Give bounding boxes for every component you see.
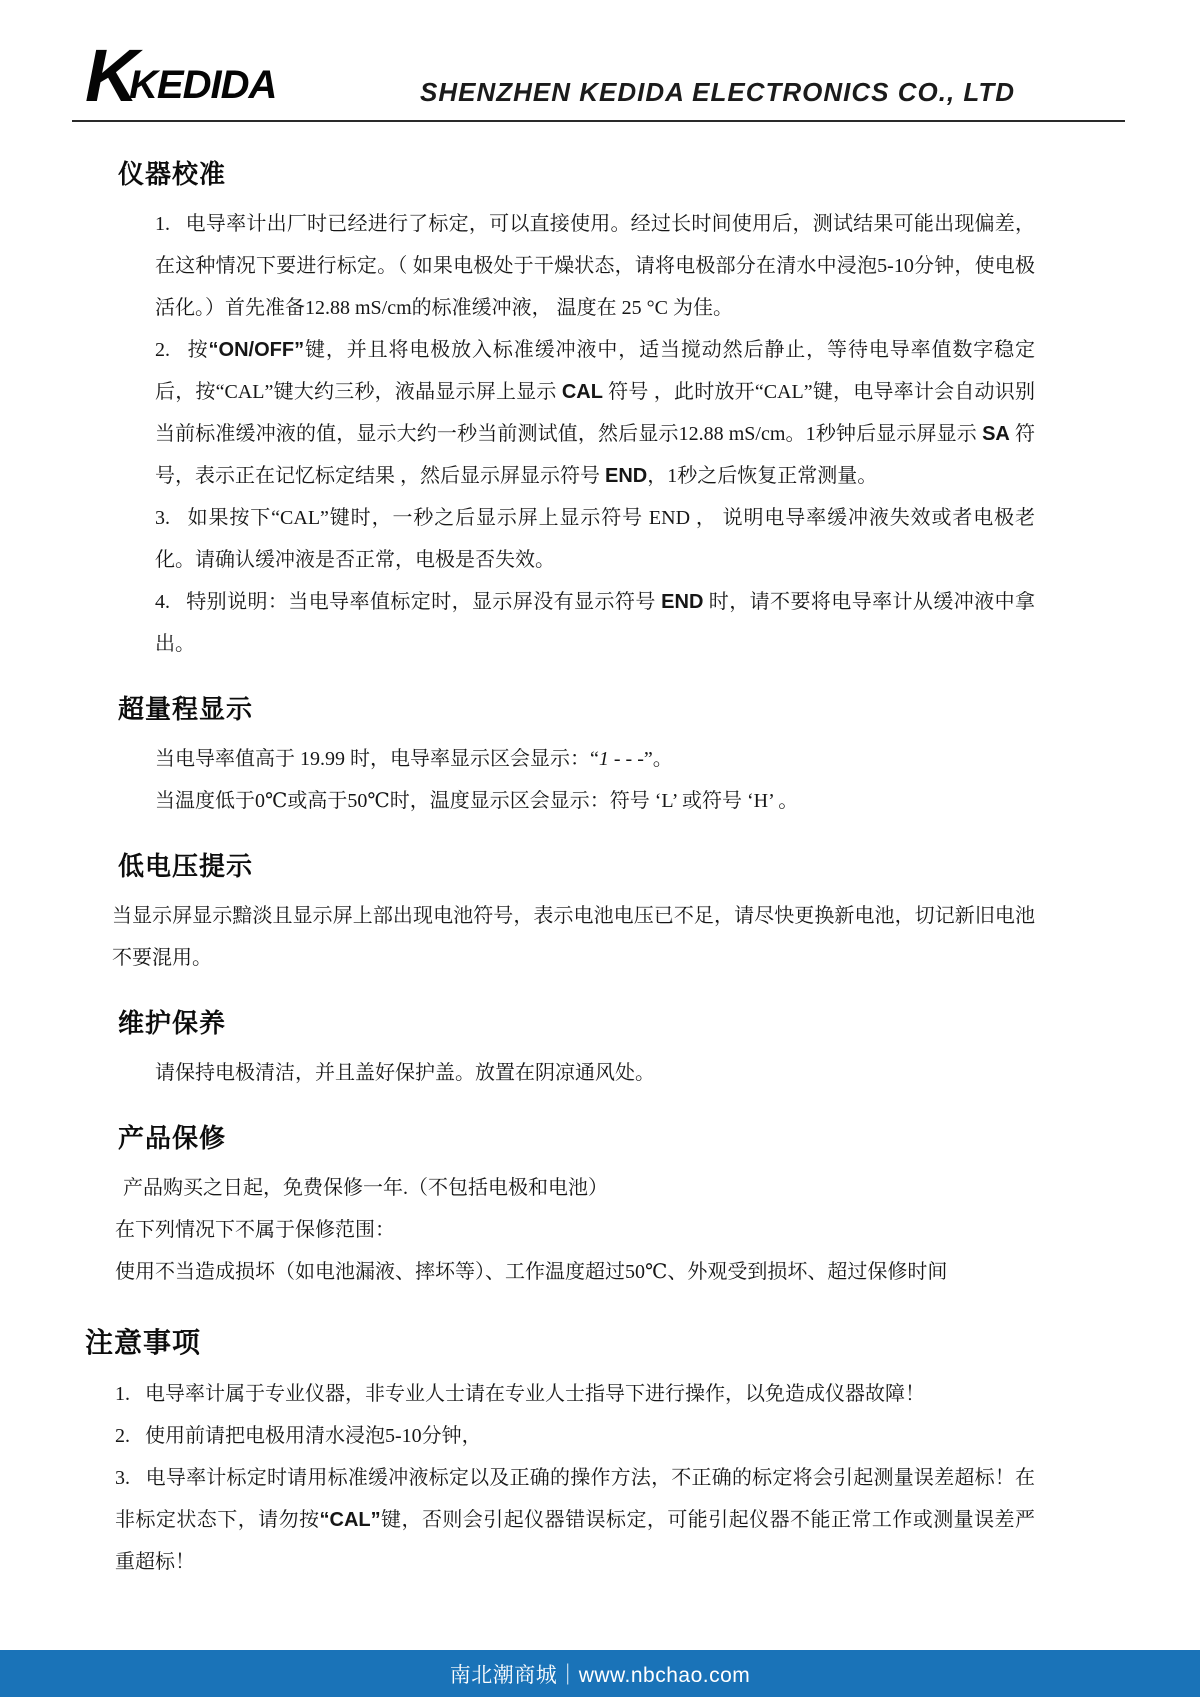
calibration-item-4: 4. 特别说明：当电导率值标定时，显示屏没有显示符号 END 时，请不要将电导率计从缓冲液中拿出。 <box>155 591 1036 655</box>
notes-item-1: 1. 电导率计属于专业仪器，非专业人士请在专业人士指导下进行操作，以免造成仪器故障！ <box>115 1383 925 1405</box>
overrange-line-1: 当电导率值高于 19.99 时，电导率显示区会显示：“1 - - -”。 <box>155 748 673 770</box>
page-content <box>0 122 1200 1583</box>
section-title-calibration: 仪器校准 <box>118 160 227 189</box>
kedida-logo <box>85 38 275 110</box>
footer-site-text: 南北潮商城｜www.nbchao.com <box>449 1663 751 1687</box>
logo-wordmark: KEDIDA <box>129 63 275 107</box>
section-title-low-voltage: 低电压提示 <box>118 852 254 881</box>
logo-mark-k: K <box>85 38 139 110</box>
calibration-item-2: 2. 按“ON/OFF”键，并且将电极放入标准缓冲液中，适当搅动然后静止，等待电导率值数字稳定后，按“CAL”键大约三秒，液晶显示屏上显示 CAL 符号 ，此时放开“CAL”键，电导率计会自动识别当前标准缓冲液的值，显示大约一秒当前测试值，然后显示12.88 mS/cm。1秒钟后显示屏显示 SA 符号，表示正在记忆标定结果 ，然后显示屏显示符号 END，1秒之后恢复正常测量。 <box>155 339 1036 487</box>
company-name: SHENZHEN KEDIDA ELECTRONICS CO., LTD <box>419 77 1015 107</box>
warranty-line-3: 使用不当造成损坏（如电池漏液、摔坏等）、工作温度超过50℃、外观受到损坏、超过保修时间 <box>115 1261 948 1283</box>
calibration-item-1: 1. 电导率计出厂时已经进行了标定，可以直接使用。经过长时间使用后，测试结果可能出现偏差，在这种情况下要进行标定。（ 如果电极处于干燥状态，请将电极部分在清水中浸泡5-10分钟，使电极活化。）首先准备12.88 mS/cm的标准缓冲液， 温度在 25 °C 为佳。 <box>155 213 1035 319</box>
section-title-overrange: 超量程显示 <box>118 695 254 724</box>
page-header <box>0 0 1200 116</box>
low-voltage-paragraph: 当显示屏显示黯淡且显示屏上部出现电池符号，表示电池电压已不足，请尽快更换新电池，切记新旧电池不要混用。 <box>112 905 1035 969</box>
section-title-warranty: 产品保修 <box>118 1124 227 1153</box>
calibration-item-3: 3. 如果按下“CAL”键时，一秒之后显示屏上显示符号 END ， 说明电导率缓冲液失效或者电极老化。请确认缓冲液是否正常，电极是否失效。 <box>155 507 1035 571</box>
notes-item-2: 2. 使用前请把电极用清水浸泡5-10分钟， <box>115 1425 482 1447</box>
warranty-line-2: 在下列情况下不属于保修范围： <box>115 1219 395 1241</box>
kedida-logo-graphic <box>85 38 275 110</box>
maintenance-paragraph: 请保持电极清洁，并且盖好保护盖。放置在阴凉通风处。 <box>155 1062 655 1084</box>
overrange-line-2: 当温度低于0℃或高于50℃时，温度显示区会显示：符号 ‘L’ 或符号 ‘H’ 。 <box>155 790 799 812</box>
warranty-line-1: 产品购买之日起，免费保修一年.（不包括电极和电池） <box>123 1177 608 1199</box>
notes-item-3: 3. 电导率计标定时请用标准缓冲液标定以及正确的操作方法，不正确的标定将会引起测量误差超标！在非标定状态下，请勿按“CAL”键，否则会引起仪器错误标定，可能引起仪器不能正常工作或测量误差严重超标！ <box>115 1467 1036 1573</box>
footer-bar <box>0 1650 1200 1697</box>
section-title-maintenance: 维护保养 <box>118 1009 227 1038</box>
section-title-notes: 注意事项 <box>85 1328 202 1359</box>
